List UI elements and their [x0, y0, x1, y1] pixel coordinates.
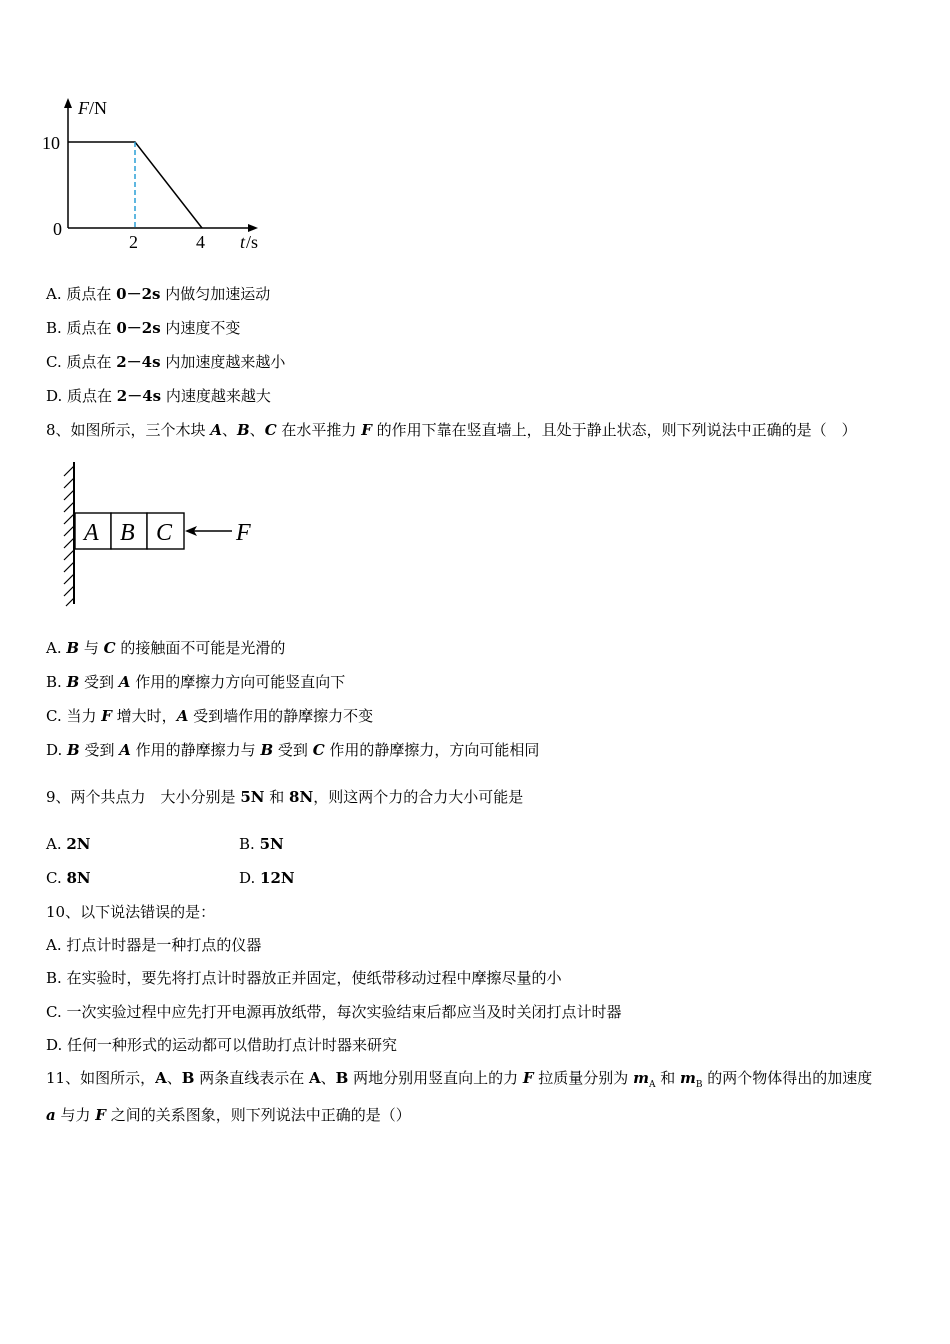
x-tick-2: 2 [129, 232, 138, 252]
block-a-label: A [84, 520, 99, 546]
q11-stem-line1: 11、如图所示，A、B 两条直线表示在 A、B 两地分别用竖直向上的力 F 拉质量分别为 $m_A$ 和 $m_B$ 的两个物体得出的加速度 [46, 1069, 873, 1090]
q10-option-b: B. 在实验时，要先将打点计时器放正并固定，使纸带移动过程中摩擦尽量的小 [46, 969, 562, 987]
q8-option-d: D. B 受到 A 作用的静摩擦力与 B 受到 C 作用的静摩擦力，方向可能相同 [46, 741, 540, 759]
block-c-label: C [156, 520, 173, 546]
q7-option-c: C. 质点在 2－4s 内加速度越来越小 [46, 353, 286, 371]
force-time-graph [40, 92, 270, 257]
q9-option-a: A. 2N [46, 835, 91, 853]
q10-option-a: A. 打点计时器是一种打点的仪器 [46, 936, 262, 954]
q11-stem-line2: a 与力 F 之间的关系图象，则下列说法中正确的是（） [46, 1106, 411, 1124]
q9-stem: 9、两个共点力 大小分别是 5N 和 8N，则这两个力的合力大小可能是 [46, 788, 524, 806]
wall-hatching [64, 466, 74, 606]
q8-option-a: A. B 与 C 的接触面不可能是光滑的 [46, 639, 286, 657]
q9-option-c: C. 8N [46, 869, 91, 887]
q9-option-d: D. 12N [239, 869, 295, 887]
q10-stem: 10、以下说法错误的是： [46, 903, 216, 921]
q8-stem: 8、如图所示，三个木块 A、B、C 在水平推力 F 的作用下靠在竖直墙上，且处于静止状态，则下列说法中正确的是（ ） [46, 421, 857, 439]
y-axis-label-var: F [78, 98, 89, 118]
y-tick-10: 10 [42, 133, 60, 153]
x-tick-4: 4 [196, 232, 205, 252]
x-axis-label-var: t [240, 232, 246, 252]
q8-option-c: C. 当力 F 增大时，A 受到墙作用的静摩擦力不变 [46, 707, 374, 725]
force-label: F [236, 520, 251, 546]
q8-option-b: B. B 受到 A 作用的摩擦力方向可能竖直向下 [46, 673, 346, 691]
q9-option-b: B. 5N [239, 835, 284, 853]
q10-option-c: C. 一次实验过程中应先打开电源再放纸带，每次实验结束后都应当及时关闭打点计时器 [46, 1003, 622, 1021]
q10-option-d: D. 任何一种形式的运动都可以借助打点计时器来研究 [46, 1036, 398, 1054]
q7-option-b: B. 质点在 0－2s 内速度不变 [46, 319, 241, 337]
q7-option-a: A. 质点在 0－2s 内做匀加速运动 [46, 285, 271, 303]
y-axis-label-unit: /N [89, 98, 107, 118]
block-b-label: B [120, 520, 135, 546]
blocks-wall-figure [58, 458, 268, 608]
q7-option-d: D. 质点在 2－4s 内速度越来越大 [46, 387, 271, 405]
x-axis-label-unit: /s [246, 232, 259, 252]
origin-label: 0 [53, 219, 62, 239]
